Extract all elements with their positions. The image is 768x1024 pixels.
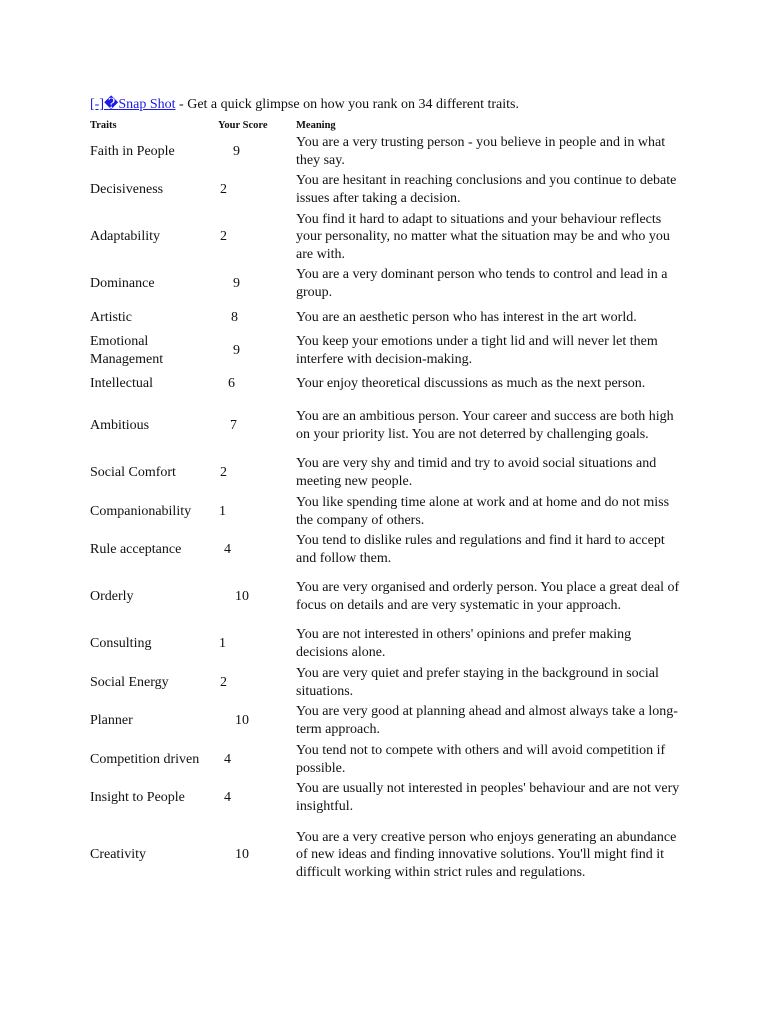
trait-name: Consulting: [90, 636, 152, 652]
trait-meaning: You are usually not interested in peoples' behaviour and are not very insightful.: [296, 781, 680, 814]
trait-meaning: You are a very trusting person - you believe in people and in what they say.: [296, 135, 666, 168]
table-row: [0, 820, 768, 890]
table-row: [0, 781, 768, 815]
trait-name: Decisiveness: [90, 182, 164, 198]
trait-name: Adaptability: [90, 229, 160, 245]
table-row: [0, 309, 768, 327]
trait-name: Intellectual: [90, 376, 153, 392]
trait-name: Competition driven: [90, 752, 200, 768]
trait-meaning: You tend to dislike rules and regulations and find it hard to accept and follow them.: [296, 533, 665, 566]
table-row: [0, 456, 768, 490]
trait-score: 9: [233, 343, 240, 359]
trait-name: Artistic: [90, 310, 132, 326]
table-row: [0, 533, 768, 567]
table-row: [0, 571, 768, 623]
collapse-toggle[interactable]: [-]: [90, 97, 104, 112]
trait-meaning: You are very good at planning ahead and almost always take a long-term approach.: [296, 704, 678, 737]
trait-score: 4: [224, 542, 231, 558]
table-row: [0, 375, 768, 393]
trait-name: Creativity: [90, 847, 146, 863]
intro-line: [90, 96, 519, 113]
trait-name: Orderly: [90, 589, 134, 605]
trait-meaning: You find it hard to adapt to situations and your behaviour reflects your personality, no matter what the situation may be and who you are with.: [296, 211, 670, 262]
table-row: [0, 495, 768, 529]
trait-name: Social Comfort: [90, 465, 176, 481]
trait-meaning: You keep your emotions under a tight lid and will never let them interfere with decision-making.: [296, 334, 658, 367]
trait-name: Companionability: [90, 504, 192, 520]
table-row: [0, 743, 768, 777]
trait-score: 10: [235, 589, 249, 605]
trait-name: Faith in People: [90, 144, 175, 160]
trait-score: 6: [228, 376, 235, 392]
trait-meaning: You are very organised and orderly person. You place a great deal of focus on details and are very systematic in your approach.: [296, 580, 680, 613]
trait-meaning: You are an aesthetic person who has interest in the art world.: [296, 310, 637, 326]
trait-name: Emotional Management: [90, 334, 164, 367]
trait-meaning: Your enjoy theoretical discussions as much as the next person.: [296, 376, 646, 392]
intro-text: - Get a quick glimpse on how you rank on 34 different traits.: [175, 97, 519, 112]
trait-score: 10: [235, 713, 249, 729]
header-traits: Traits: [90, 120, 117, 131]
trait-name: Insight to People: [90, 790, 185, 806]
trait-score: 2: [220, 465, 227, 481]
trait-meaning: You are a very dominant person who tends to control and lead in a group.: [296, 267, 668, 300]
trait-score: 2: [220, 675, 227, 691]
table-row: [0, 627, 768, 661]
trait-score: 2: [220, 182, 227, 198]
trait-meaning: You are not interested in others' opinions and prefer making decisions alone.: [296, 627, 632, 660]
trait-name: Dominance: [90, 276, 155, 292]
table-row: [0, 400, 768, 452]
trait-name: Rule acceptance: [90, 542, 182, 558]
table-row: [0, 173, 768, 207]
trait-score: 10: [235, 847, 249, 863]
trait-name: Ambitious: [90, 418, 150, 434]
table-row: [0, 704, 768, 738]
trait-meaning: You are a very creative person who enjoys generating an abundance of new ideas and finding innovative solutions. You'll might find it difficult working within strict rules and regulations.: [296, 829, 677, 880]
trait-score: 4: [224, 752, 231, 768]
trait-score: 7: [230, 418, 237, 434]
table-row: [0, 333, 768, 369]
trait-meaning: You tend not to compete with others and will avoid competition if possible.: [296, 743, 666, 776]
trait-score: 2: [220, 229, 227, 245]
trait-name: Social Energy: [90, 675, 169, 691]
trait-score: 1: [219, 636, 226, 652]
table-row: [0, 666, 768, 700]
header-score: Your Score: [218, 120, 268, 131]
snap-shot-link[interactable]: [90, 97, 176, 112]
table-row: [0, 135, 768, 169]
trait-meaning: You are an ambitious person. Your career and success are both high on your priority list. You are not deterred by challenging goals.: [296, 409, 674, 442]
trait-score: 9: [233, 144, 240, 160]
header-meaning: Meaning: [296, 120, 336, 131]
broken-glyph-icon: �: [104, 97, 119, 112]
trait-meaning: You are very quiet and prefer staying in the background in social situations.: [296, 666, 659, 699]
table-row: [0, 267, 768, 301]
trait-name: Planner: [90, 713, 133, 729]
table-row: [0, 211, 768, 263]
trait-score: 9: [233, 276, 240, 292]
trait-score: 8: [231, 310, 238, 326]
snap-shot-label[interactable]: Snap Shot: [118, 97, 176, 112]
trait-score: 4: [224, 790, 231, 806]
trait-score: 1: [219, 504, 226, 520]
trait-meaning: You like spending time alone at work and at home and do not miss the company of others.: [296, 495, 670, 528]
trait-meaning: You are very shy and timid and try to avoid social situations and meeting new people.: [296, 456, 657, 489]
trait-meaning: You are hesitant in reaching conclusions and you continue to debate issues after taking a decision.: [296, 173, 677, 206]
